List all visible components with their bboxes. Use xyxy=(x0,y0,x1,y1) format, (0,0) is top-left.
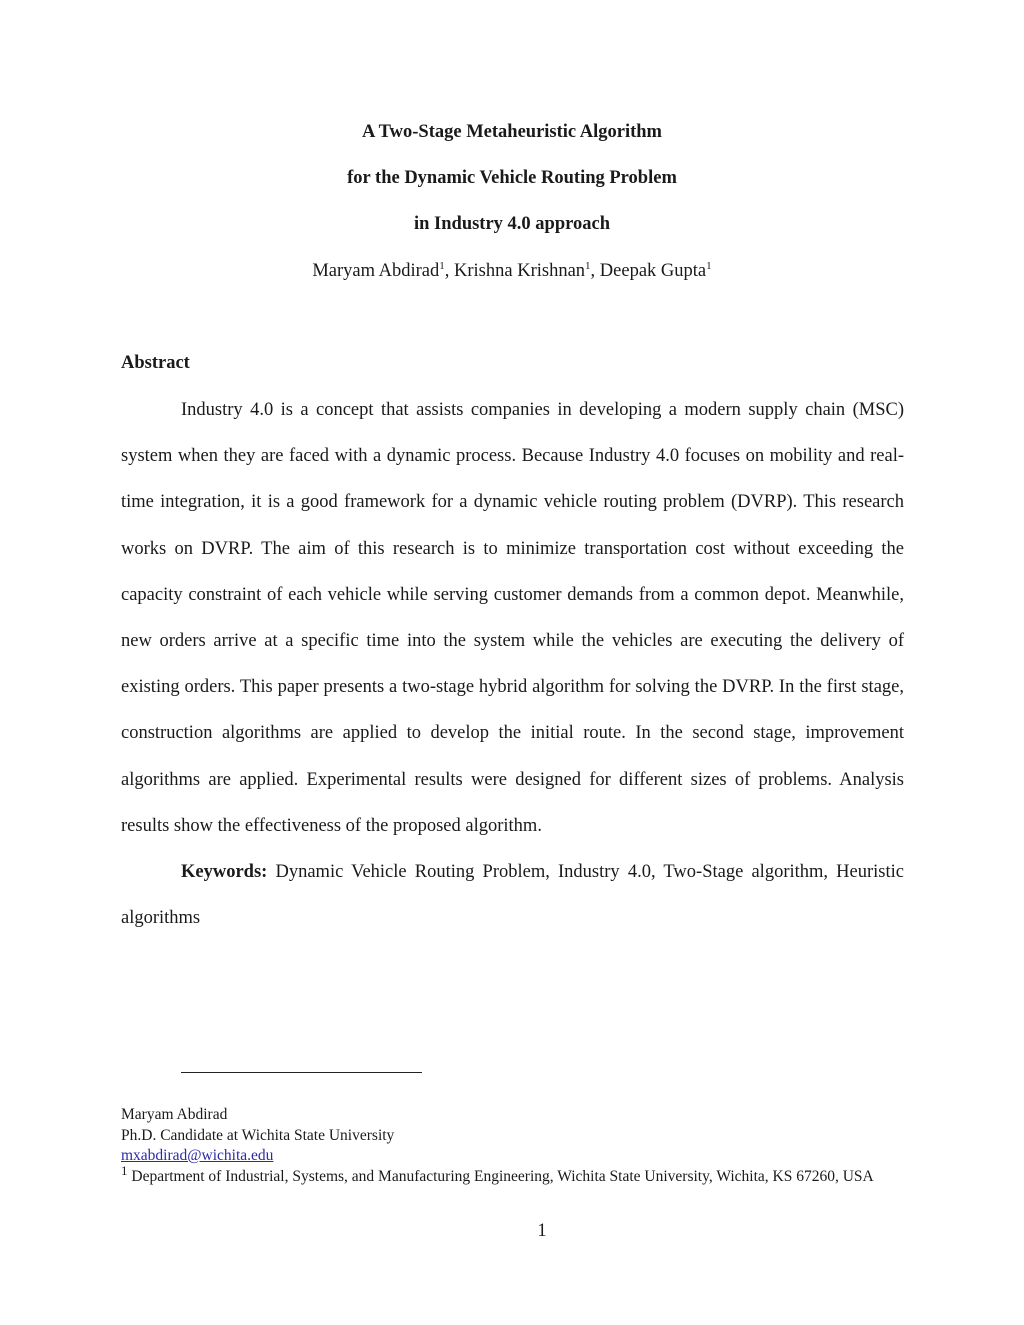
abstract-paragraph: Industry 4.0 is a concept that assists companies in developing a modern supply chain (MSC) system when they are faced with a dynamic process. Because Industry 4.0 focuses on mobility and real-time integration, it is a good framework for a dynamic vehicle routing problem (DVRP). This research works on DVRP. The aim of this research is to minimize transportation cost without exceeding the capacity constraint of each vehicle while serving customer demands from a common depot. Meanwhile, new orders arrive at a specific time into the system while the vehicles are executing the delivery of existing orders. This paper presents a two-stage hybrid algorithm for solving the DVRP. In the first stage, construction algorithms are applied to develop the initial route. In the second stage, improvement algorithms are applied. Experimental results were designed for different sizes of problems. Analysis results show the effectiveness of the proposed algorithm. xyxy=(121,400,904,836)
author-separator: , xyxy=(444,261,455,281)
abstract-section xyxy=(121,387,904,941)
abstract-heading: Abstract xyxy=(121,353,190,373)
title-line-2: for the Dynamic Vehicle Routing Problem xyxy=(347,168,677,188)
author-name: Krishna Krishnan xyxy=(454,261,586,281)
page-number: 1 xyxy=(537,1221,547,1241)
affiliation-mark: 1 xyxy=(585,259,591,272)
affiliation-mark: 1 xyxy=(706,259,712,272)
footnote-divider xyxy=(181,1072,422,1073)
author-separator: , xyxy=(590,261,600,281)
affiliation-mark: 1 xyxy=(439,259,445,272)
footnote-affiliation-text: Department of Industrial, Systems, and Manufacturing Engineering, Wichita State University, Wichita, KS 67260, USA xyxy=(127,1167,874,1185)
footnotes xyxy=(121,1105,911,1187)
author-name: Deepak Gupta xyxy=(599,261,707,281)
footnote-affiliation-mark: 1 xyxy=(121,1162,128,1178)
footnote-author-name: Maryam Abdirad xyxy=(121,1106,228,1123)
author-list xyxy=(0,260,1024,282)
keywords-label: Keywords: xyxy=(181,862,268,883)
keywords-text: Dynamic Vehicle Routing Problem, Industry 4.0, Two-Stage algorithm, Heuristic algorithms xyxy=(121,862,904,929)
title-line-1: A Two-Stage Metaheuristic Algorithm xyxy=(362,122,662,142)
footnote-email-link[interactable]: mxabdirad@wichita.edu xyxy=(121,1147,274,1164)
author-name: Maryam Abdirad xyxy=(312,261,440,281)
keywords-paragraph xyxy=(121,849,904,941)
footnote-author-position: Ph.D. Candidate at Wichita State University xyxy=(121,1126,395,1144)
footnote-affiliation xyxy=(121,1162,911,1188)
title-line-3: in Industry 4.0 approach xyxy=(413,214,611,234)
